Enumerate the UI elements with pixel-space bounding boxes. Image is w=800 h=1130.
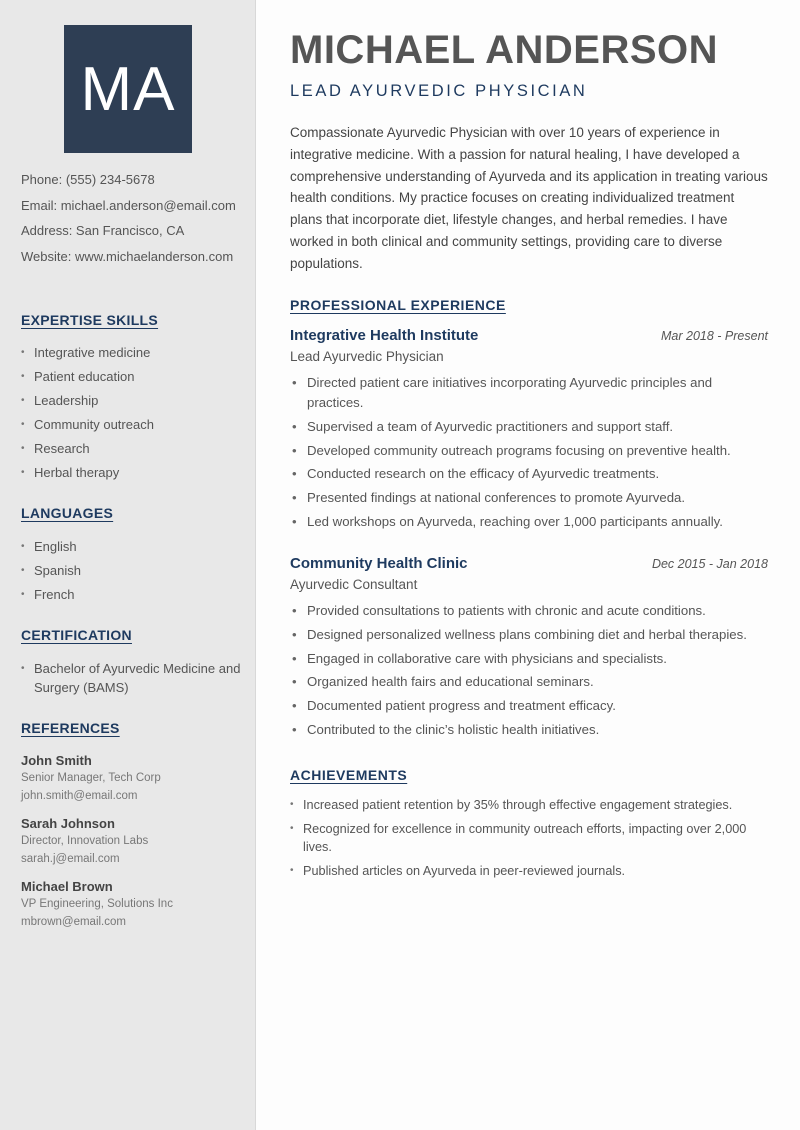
- languages-heading: LANGUAGES: [21, 505, 114, 521]
- list-item: • Bachelor of Ayurvedic Medicine and Surgery (BAMS): [21, 659, 246, 697]
- list-item: • Herbal therapy: [21, 463, 246, 482]
- reference-entry: [21, 752, 246, 805]
- summary: Compassionate Ayurvedic Physician with over 10 years of experience in integrative medicine. With a passion for natural healing, I have developed a comprehensive understanding of Ayurveda and its application in treating various health conditions. My practice focuses on creating individualized treatment plans that incorporate diet, lifestyle changes, and herbal remedies. I have worked in both clinical and community settings, providing care to diverse populations.: [290, 125, 768, 271]
- contact-phone: Phone: (555) 234-5678: [21, 172, 155, 187]
- list-item: • Provided consultations to patients with chronic and acute conditions.: [290, 601, 768, 621]
- contact-address: Address: San Francisco, CA: [21, 223, 185, 238]
- job-title: LEAD AYURVEDIC PHYSICIAN: [290, 82, 588, 100]
- experience-heading: PROFESSIONAL EXPERIENCE: [290, 297, 506, 313]
- list-item: • Community outreach: [21, 415, 246, 434]
- list-item: • Designed personalized wellness plans combining diet and herbal therapies.: [290, 625, 768, 645]
- job-dates: Mar 2018 - Present: [661, 329, 768, 343]
- certification-heading: CERTIFICATION: [21, 627, 132, 643]
- list-item: • Directed patient care initiatives incorporating Ayurvedic principles and practices.: [290, 373, 768, 413]
- monogram: MA: [64, 25, 192, 153]
- list-item: • Led workshops on Ayurveda, reaching over 1,000 participants annually.: [290, 512, 768, 532]
- job-entry: [290, 555, 768, 744]
- contact-website: Website: www.michaelanderson.com: [21, 248, 234, 264]
- company-name: Community Health Clinic: [290, 555, 468, 572]
- reference-email: mbrown@email.com: [21, 915, 126, 928]
- job-entry: [290, 327, 768, 536]
- reference-entry: [21, 878, 246, 931]
- list-item: • Published articles on Ayurveda in peer-reviewed journals.: [290, 862, 768, 881]
- list-item: • French: [21, 585, 246, 604]
- reference-title: VP Engineering, Solutions Inc: [21, 898, 173, 910]
- reference-email: sarah.j@email.com: [21, 852, 120, 865]
- references-heading: REFERENCES: [21, 720, 120, 736]
- reference-title: Director, Innovation Labs: [21, 835, 149, 847]
- list-item: • Integrative medicine: [21, 343, 246, 362]
- contact-email: Email: michael.anderson@email.com: [21, 197, 236, 213]
- list-item: • Organized health fairs and educational seminars.: [290, 672, 768, 692]
- list-item: • Developed community outreach programs focusing on preventive health.: [290, 441, 768, 461]
- reference-title: Senior Manager, Tech Corp: [21, 772, 161, 784]
- job-role: Ayurvedic Consultant: [290, 577, 418, 592]
- job-bullets: [290, 373, 768, 532]
- achievements-heading: ACHIEVEMENTS: [290, 767, 408, 783]
- reference-name: Sarah Johnson: [21, 816, 115, 831]
- languages-list: [21, 537, 246, 609]
- company-name: Integrative Health Institute: [290, 327, 479, 344]
- reference-email: john.smith@email.com: [21, 789, 138, 802]
- list-item: • Patient education: [21, 367, 246, 386]
- sidebar: [0, 0, 256, 1130]
- reference-entry: [21, 815, 246, 868]
- job-dates: Dec 2015 - Jan 2018: [651, 557, 768, 571]
- list-item: • Leadership: [21, 391, 246, 410]
- list-item: • English: [21, 537, 246, 556]
- skills-heading: EXPERTISE SKILLS: [21, 312, 159, 328]
- list-item: • Conducted research on the efficacy of Ayurvedic treatments.: [290, 464, 768, 484]
- list-item: • Documented patient progress and treatment efficacy.: [290, 696, 768, 716]
- list-item: • Spanish: [21, 561, 246, 580]
- certification-list: [21, 659, 246, 702]
- list-item: • Recognized for excellence in community outreach efforts, impacting over 2,000 lives.: [290, 820, 768, 857]
- contact-info: [21, 170, 251, 272]
- list-item: • Research: [21, 439, 246, 458]
- person-name: MICHAEL ANDERSON: [290, 28, 719, 72]
- reference-name: Michael Brown: [21, 879, 113, 894]
- list-item: • Contributed to the clinic’s holistic health initiatives.: [290, 720, 768, 740]
- reference-name: John Smith: [21, 753, 92, 768]
- job-role: Lead Ayurvedic Physician: [290, 349, 444, 364]
- achievements-list: [290, 796, 768, 886]
- skills-list: [21, 343, 246, 487]
- job-bullets: [290, 601, 768, 740]
- list-item: • Increased patient retention by 35% through effective engagement strategies.: [290, 796, 768, 815]
- list-item: • Supervised a team of Ayurvedic practitioners and support staff.: [290, 417, 768, 437]
- list-item: • Engaged in collaborative care with physicians and specialists.: [290, 649, 768, 669]
- list-item: • Presented findings at national conferences to promote Ayurveda.: [290, 488, 768, 508]
